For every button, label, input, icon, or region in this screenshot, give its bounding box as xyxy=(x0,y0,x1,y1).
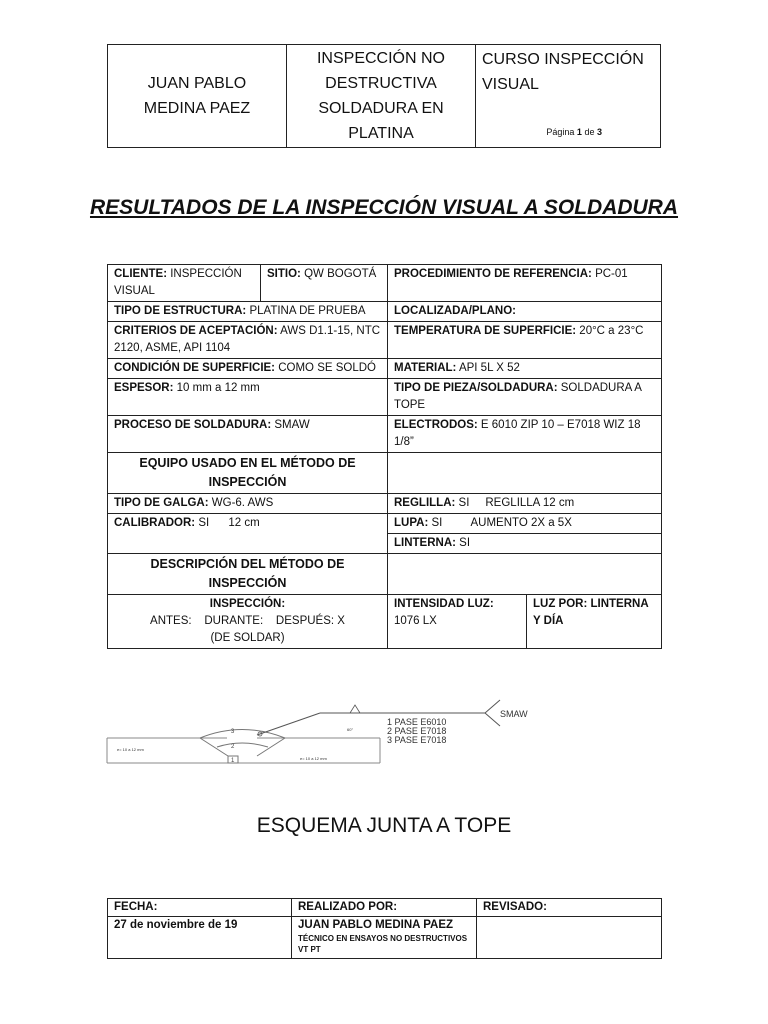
procedimiento-cell xyxy=(388,265,662,302)
subject-line-1: INSPECCIÓN NO xyxy=(316,50,445,67)
equipo-heading-text: EQUIPO USADO EN EL MÉTODO DE INSPECCIÓN xyxy=(139,456,356,489)
arrow-line xyxy=(257,713,320,735)
linterna-value: SI xyxy=(459,537,471,549)
reglilla-label: REGLILLA: xyxy=(394,497,456,509)
row-descripcion-heading xyxy=(108,554,662,595)
cliente-value: INSPECCIÓN VISUAL xyxy=(114,268,242,297)
weld-joint-diagram xyxy=(105,685,575,775)
material-cell xyxy=(388,359,662,379)
calibrador-cell xyxy=(108,514,388,554)
realizado-title-2: VT PT xyxy=(298,945,321,954)
sitio-label: SITIO: xyxy=(267,268,301,280)
linterna-cell xyxy=(388,534,662,554)
criterios-value: AWS D1.1-15, NTC 2120, ASME, API 1104 xyxy=(114,325,381,354)
row-inspeccion xyxy=(108,595,662,649)
pass-number-3: 3 xyxy=(231,729,235,735)
proceso-label: PROCESO DE SOLDADURA: xyxy=(114,419,272,431)
course-cell xyxy=(476,45,661,148)
electrodos-label: ELECTRODOS: xyxy=(394,419,478,431)
criterios-cell xyxy=(108,322,388,359)
espesor-cell xyxy=(108,379,388,416)
descripcion-heading-text: DESCRIPCIÓN DEL MÉTODO DE INSPECCIÓN xyxy=(150,557,345,590)
inspeccion-value: ANTES: DURANTE: DESPUÉS: X xyxy=(150,615,345,627)
galga-label: TIPO DE GALGA: xyxy=(114,497,209,509)
condicion-cell xyxy=(108,359,388,379)
tipo-pieza-cell xyxy=(388,379,662,416)
realizado-label-cell xyxy=(292,899,477,917)
localizada-label: LOCALIZADA/PLANO: xyxy=(394,305,517,317)
espesor-label: ESPESOR: xyxy=(114,382,174,394)
reglilla-cell xyxy=(388,494,662,514)
bevel-left xyxy=(200,738,228,756)
intensidad-cell xyxy=(388,595,527,649)
proceso-cell xyxy=(108,416,388,453)
estructura-value: PLATINA DE PRUEBA xyxy=(249,305,366,317)
page-title: RESULTADOS DE LA INSPECCIÓN VISUAL A SOLDADURA xyxy=(89,196,679,219)
thickness-left: e= 10 a 12 mm xyxy=(117,747,144,752)
calibrador-label: CALIBRADOR: xyxy=(114,517,196,529)
galga-value: WG-6. AWS xyxy=(211,497,274,509)
reglilla-value: SI REGLILLA 12 cm xyxy=(458,497,575,509)
tipo-pieza-label: TIPO DE PIEZA/SOLDADURA: xyxy=(394,382,558,394)
empty-cell xyxy=(388,554,662,595)
course-line-1: CURSO INSPECCIÓN xyxy=(482,51,644,68)
criterios-label: CRITERIOS DE ACEPTACIÓN: xyxy=(114,325,278,337)
lupa-cell xyxy=(388,514,662,534)
page-label: Página xyxy=(546,127,575,137)
inspeccion-cell xyxy=(108,595,388,649)
intensidad-label: INTENSIDAD LUZ: xyxy=(394,598,494,610)
row-calibrador xyxy=(108,514,662,534)
scheme-title: ESQUEMA JUNTA A TOPE xyxy=(256,814,512,837)
condicion-label: CONDICIÓN DE SUPERFICIE: xyxy=(114,362,276,374)
fecha-label-cell xyxy=(108,899,292,917)
signature-value-row xyxy=(108,917,662,959)
process-label: SMAW xyxy=(500,709,528,719)
condicion-value: COMO SE SOLDÓ xyxy=(278,362,376,374)
cliente-cell xyxy=(108,265,261,302)
v-groove-symbol xyxy=(350,705,360,713)
linterna-label: LINTERNA: xyxy=(394,537,456,549)
row-condicion xyxy=(108,359,662,379)
fecha-value: 27 de noviembre de 19 xyxy=(114,919,238,931)
page-total: 3 xyxy=(596,127,602,137)
proceso-value: SMAW xyxy=(274,419,310,431)
pass-number-2: 2 xyxy=(231,744,235,750)
row-criterios xyxy=(108,322,662,359)
estructura-cell xyxy=(108,302,388,322)
realizado-value-cell xyxy=(292,917,477,959)
espesor-value: 10 mm a 12 mm xyxy=(176,382,260,394)
course-line-2: VISUAL xyxy=(482,76,539,93)
realizado-title-1: TÉCNICO EN ENSAYOS NO DESTRUCTIVOS xyxy=(298,934,468,943)
inspeccion-label: INSPECCIÓN: xyxy=(209,598,286,610)
cliente-label: CLIENTE: xyxy=(114,268,168,280)
subject-line-3: SOLDADURA EN xyxy=(318,100,444,117)
revisado-value-cell xyxy=(477,917,662,959)
sitio-cell xyxy=(261,265,388,302)
subject-line-2: DESTRUCTIVA xyxy=(325,75,437,92)
sitio-value: QW BOGOTÁ xyxy=(304,268,377,280)
groove-angle: 60° xyxy=(347,727,354,732)
electrodos-value: E 6010 ZIP 10 – E7018 WIZ 18 1/8” xyxy=(394,419,641,448)
revisado-label: REVISADO: xyxy=(483,901,547,913)
fecha-label: FECHA: xyxy=(114,901,158,913)
page-current: 1 xyxy=(576,127,582,137)
fill-pass-outline xyxy=(217,743,268,747)
results-table xyxy=(107,264,662,649)
pass-number-1: 1 xyxy=(231,758,235,764)
empty-cell xyxy=(388,453,662,494)
intensidad-value: 1076 LX xyxy=(394,615,437,627)
fecha-value-cell xyxy=(108,917,292,959)
realizado-value: JUAN PABLO MEDINA PAEZ xyxy=(298,919,454,931)
author-line-2: MEDINA PAEZ xyxy=(143,100,251,117)
equipo-heading xyxy=(108,453,388,494)
lupa-value: SI AUMENTO 2X a 5X xyxy=(431,517,572,529)
row-proceso xyxy=(108,416,662,453)
temperatura-cell xyxy=(388,322,662,359)
row-espesor xyxy=(108,379,662,416)
tail-up xyxy=(485,700,500,713)
page-number xyxy=(546,127,602,137)
procedimiento-label: PROCEDIMIENTO DE REFERENCIA: xyxy=(394,268,592,280)
luz-label: LUZ POR: LINTERNA Y DÍA xyxy=(533,598,649,627)
localizada-cell xyxy=(388,302,662,322)
electrodos-cell xyxy=(388,416,662,453)
realizado-label: REALIZADO POR: xyxy=(298,901,398,913)
author-cell xyxy=(108,45,287,148)
revisado-label-cell xyxy=(477,899,662,917)
tipo-pieza-value: SOLDADURA A TOPE xyxy=(394,382,642,411)
bevel-right xyxy=(257,738,285,756)
page-of: de xyxy=(584,127,595,137)
row-estructura xyxy=(108,302,662,322)
luz-cell xyxy=(527,595,662,649)
temperatura-label: TEMPERATURA DE SUPERFICIE: xyxy=(394,325,577,337)
row-cliente xyxy=(108,265,662,302)
material-value: API 5L X 52 xyxy=(458,362,520,374)
row-equipo-heading xyxy=(108,453,662,494)
cap-pass-outline xyxy=(200,730,285,739)
subject-cell xyxy=(287,45,476,148)
procedimiento-value: PC-01 xyxy=(595,268,628,280)
estructura-label: TIPO DE ESTRUCTURA: xyxy=(114,305,247,317)
descripcion-heading xyxy=(108,554,388,595)
author-line-1: JUAN PABLO xyxy=(147,75,247,92)
temperatura-value: 20°C a 23°C xyxy=(579,325,644,337)
lupa-label: LUPA: xyxy=(394,517,429,529)
pass-3-label: 3 PASE E7018 xyxy=(387,735,447,745)
pass-2-label: 2 PASE E7018 xyxy=(387,726,447,736)
calibrador-value: SI 12 cm xyxy=(198,517,260,529)
galga-cell xyxy=(108,494,388,514)
signature-table xyxy=(107,898,662,959)
tail-down xyxy=(485,713,500,726)
material-label: MATERIAL: xyxy=(394,362,457,374)
inspeccion-note: (DE SOLDAR) xyxy=(210,632,285,644)
row-galga xyxy=(108,494,662,514)
pass-1-label: 1 PASE E6010 xyxy=(387,717,447,727)
thickness-right: e= 10 a 12 mm xyxy=(300,756,327,761)
document-header xyxy=(107,44,661,148)
subject-line-4: PLATINA xyxy=(348,125,414,142)
signature-header-row xyxy=(108,899,662,917)
